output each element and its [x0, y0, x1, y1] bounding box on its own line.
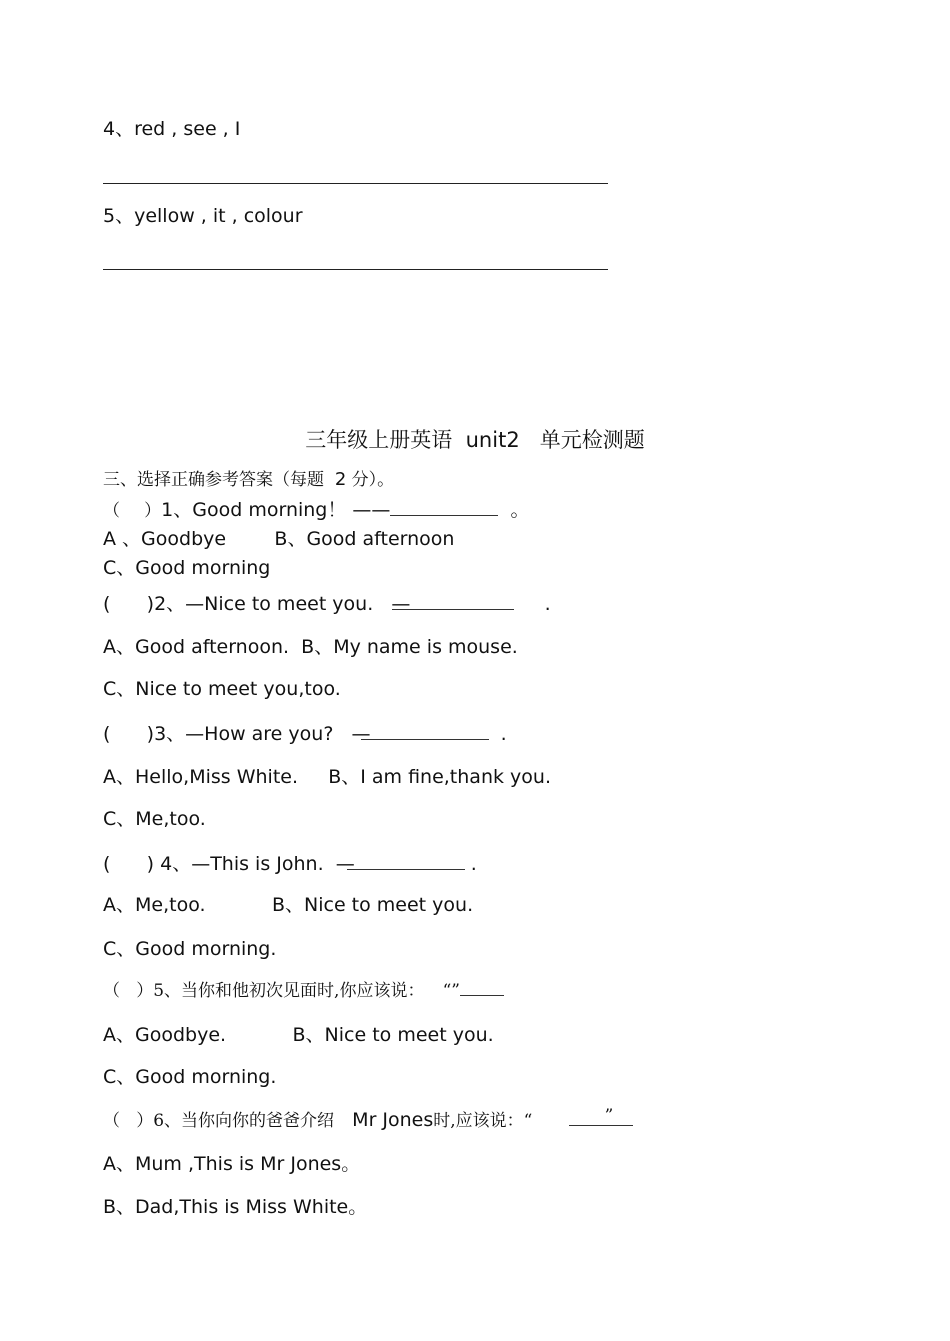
q1-option-c: C、Good morning — [103, 557, 271, 579]
sentence-item-4: 4、red , see , I — [103, 118, 241, 140]
answer-blank-1[interactable] — [390, 497, 498, 516]
question-3: ( )3、—How are you? — . — [103, 723, 507, 745]
q4-option-c: C、Good morning. — [103, 938, 277, 960]
q5-option-c: C、Good morning. — [103, 1066, 277, 1088]
title-cn-pre: 三年级上册英语 — [305, 428, 453, 452]
q5-option-a: A、Goodbye. — [103, 1024, 227, 1046]
q1-option-b: B、Good afternoon — [274, 528, 455, 550]
question-1: （ ）1、Good morning！ —— 。 — [103, 499, 530, 521]
title-unit: unit2 — [465, 428, 520, 452]
answer-blank-3[interactable] — [361, 721, 489, 740]
answer-line-5 — [103, 269, 608, 270]
q1-options-ab — [103, 527, 454, 551]
section-heading: 三、选择正确参考答案（每题 2 分）。 — [103, 469, 395, 490]
answer-blank-5[interactable] — [460, 977, 504, 996]
q6-option-a: A、Mum ,This is Mr Jones。 — [103, 1153, 361, 1175]
answer-blank-2[interactable] — [392, 591, 514, 610]
q1-option-a: A 、Goodbye — [103, 528, 227, 550]
q3-option-c: C、Me,too. — [103, 808, 206, 830]
q5-option-b: B、Nice to meet you. — [292, 1024, 494, 1046]
q2-options-ab — [103, 635, 518, 659]
q2-option-c: C、Nice to meet you,too. — [103, 678, 341, 700]
answer-line-4 — [103, 183, 608, 184]
q5-options-ab — [103, 1023, 494, 1047]
q4-option-b: B、Nice to meet you. — [271, 894, 474, 916]
question-5: （ ）5、当你和他初次见面时,你应该说： “” — [103, 977, 504, 1003]
q3-options-ab — [103, 765, 551, 789]
q6-option-b: B、Dad,This is Miss White。 — [103, 1196, 368, 1218]
page-title — [0, 424, 950, 454]
q3-option-b: B、I am fine,thank you. — [328, 766, 551, 788]
answer-blank-4[interactable] — [347, 851, 465, 870]
q4-option-a: A、Me,too. — [103, 894, 206, 916]
answer-blank-6[interactable]: ” — [569, 1107, 633, 1126]
sentence-item-5: 5、yellow , it , colour — [103, 205, 303, 227]
q2-option-b: B、My name is mouse. — [301, 636, 518, 658]
q4-options-ab — [103, 893, 473, 917]
q3-option-a: A、Hello,Miss White. — [103, 766, 298, 788]
title-cn-post: 单元检测题 — [539, 428, 645, 452]
question-4: ( ) 4、—This is John. — . — [103, 853, 477, 875]
q2-option-a: A、Good afternoon. — [103, 636, 290, 658]
question-6: （ ）6、当你向你的爸爸介绍 Mr Jones时,应该说：“ ” — [103, 1107, 633, 1133]
question-2: ( )2、—Nice to meet you. — . — [103, 593, 551, 615]
